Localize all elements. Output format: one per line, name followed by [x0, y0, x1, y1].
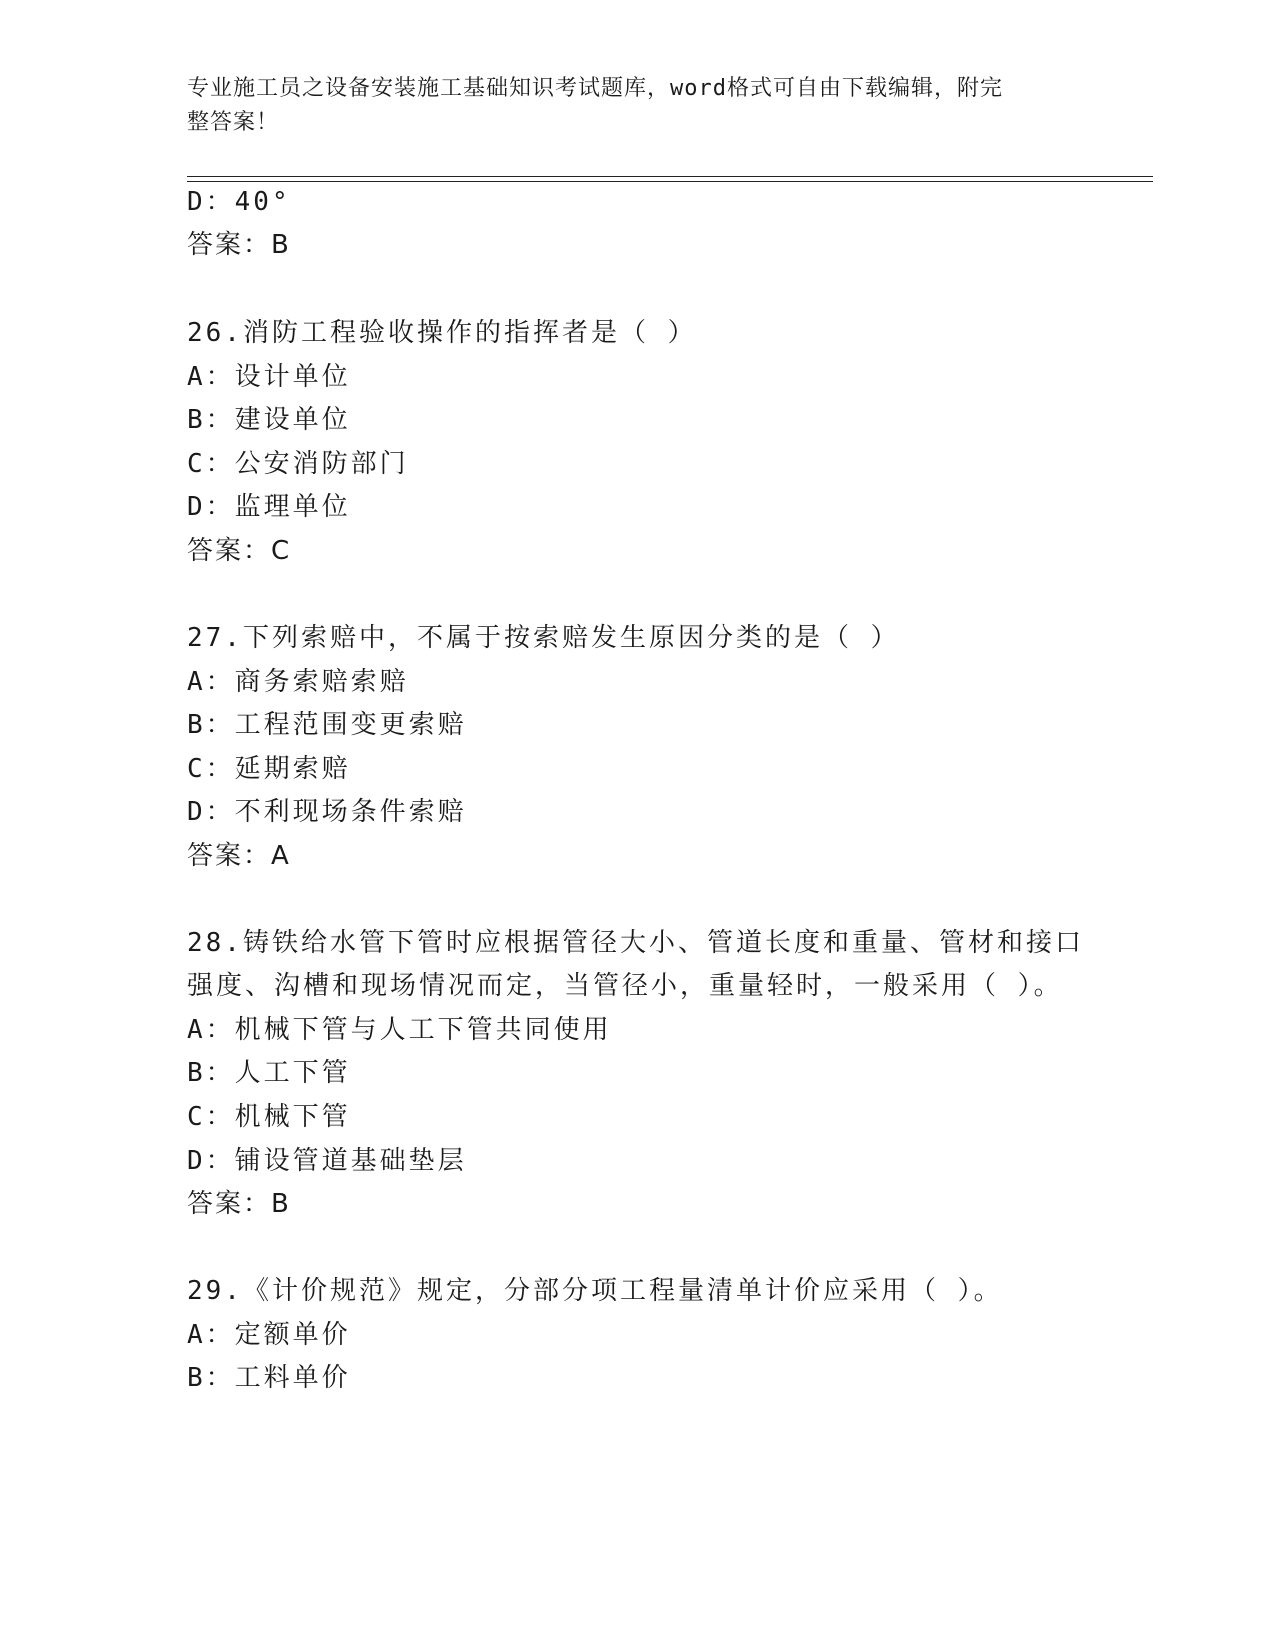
- prev-answer: 答案：B: [187, 230, 291, 260]
- question-27-answer: 答案：A: [187, 841, 291, 871]
- question-29-stem: 29.《计价规范》规定，分部分项工程量清单计价应采用（ ）。: [187, 1276, 1003, 1306]
- question-26-option-a: A：设计单位: [187, 362, 351, 392]
- question-27-option-b: B：工程范围变更索赔: [187, 710, 467, 740]
- question-27-option-d: D：不利现场条件索赔: [187, 797, 467, 827]
- header-title-line-2: 整答案！: [187, 110, 280, 135]
- question-28-option-b: B：人工下管: [187, 1058, 351, 1088]
- question-27-option-c: C：延期索赔: [187, 754, 351, 784]
- header-title-line-1: 专业施工员之设备安装施工基础知识考试题库，word格式可自由下载编辑，附完: [187, 76, 1003, 101]
- question-28-stem-line-1: 28.铸铁给水管下管时应根据管径大小、管道长度和重量、管材和接口: [187, 928, 1084, 958]
- question-26-answer: 答案：C: [187, 536, 292, 566]
- question-26-option-c: C：公安消防部门: [187, 449, 409, 479]
- header-divider-bottom: [187, 181, 1153, 182]
- question-27-option-a: A：商务索赔索赔: [187, 667, 409, 697]
- question-29-option-a: A：定额单价: [187, 1320, 351, 1350]
- question-28-option-d: D：铺设管道基础垫层: [187, 1146, 467, 1176]
- prev-option-d: D：40°: [187, 187, 291, 217]
- question-28-answer: 答案：B: [187, 1189, 291, 1219]
- question-26-option-d: D：监理单位: [187, 492, 351, 522]
- question-26-option-b: B：建设单位: [187, 405, 351, 435]
- question-26-stem: 26.消防工程验收操作的指挥者是（ ）: [187, 318, 697, 348]
- question-28-option-c: C：机械下管: [187, 1102, 351, 1132]
- header-divider-top: [187, 176, 1153, 177]
- question-27-stem: 27.下列索赔中，不属于按索赔发生原因分类的是（ ）: [187, 623, 900, 653]
- question-29-option-b: B：工料单价: [187, 1363, 351, 1393]
- question-28-stem-line-2: 强度、沟槽和现场情况而定，当管径小，重量轻时，一般采用（ ）。: [187, 971, 1063, 1001]
- question-28-option-a: A：机械下管与人工下管共同使用: [187, 1015, 612, 1045]
- page-header: [187, 72, 1067, 140]
